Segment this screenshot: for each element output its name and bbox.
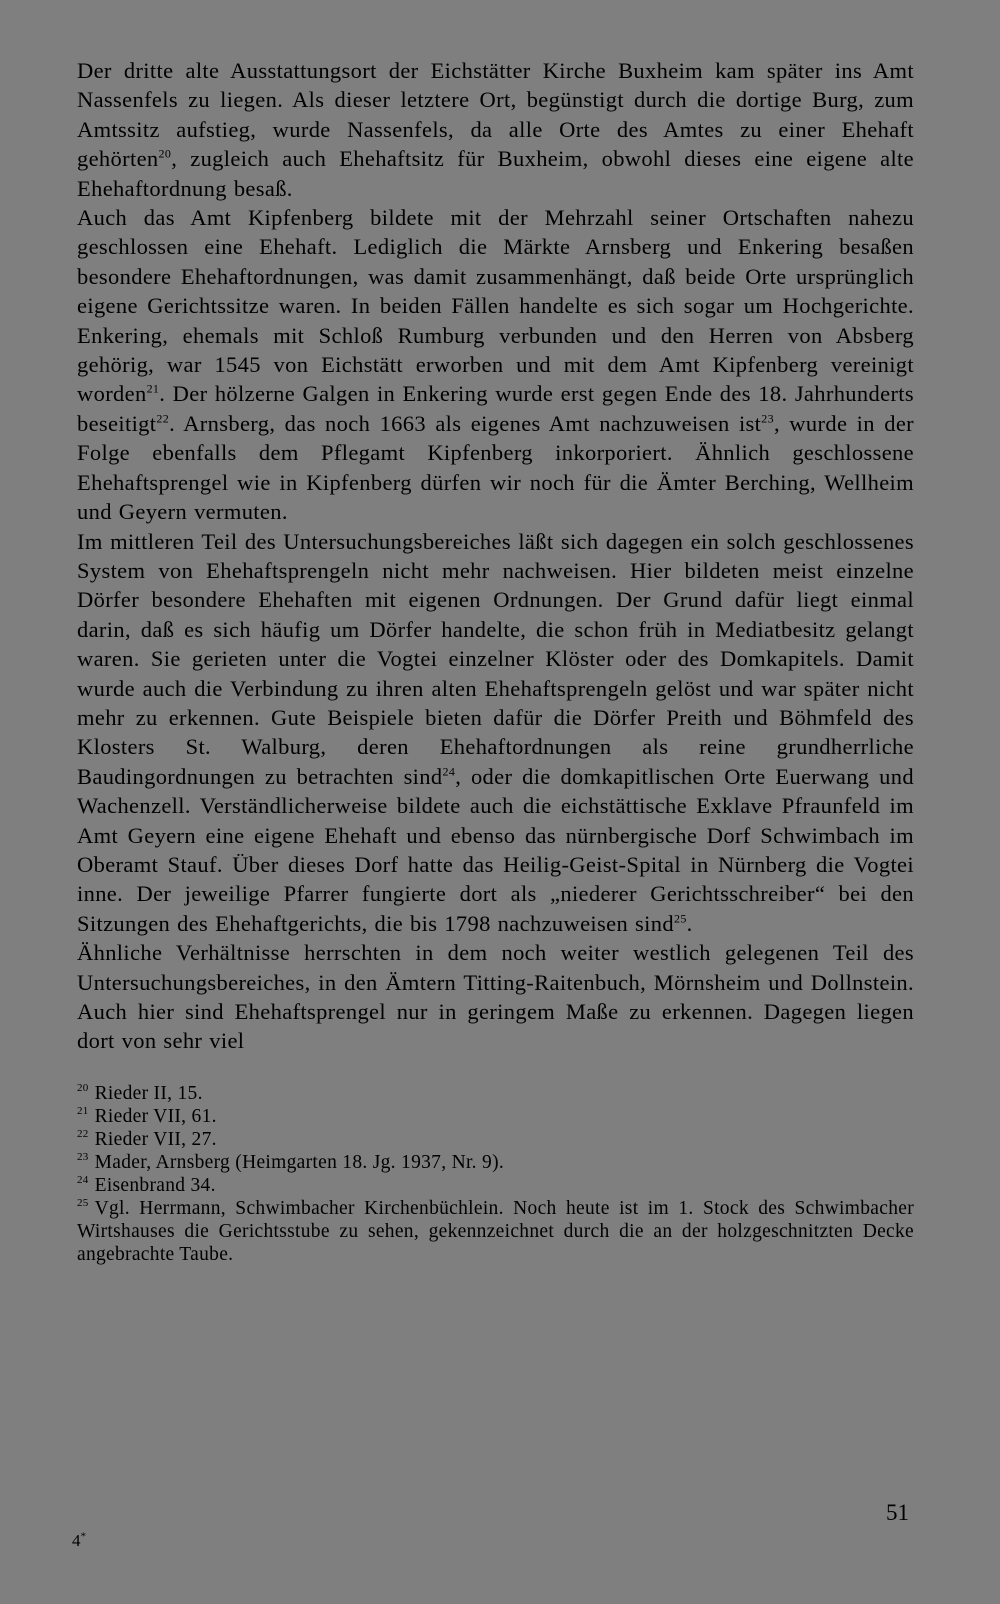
footnote-number: 23	[77, 1151, 89, 1164]
paragraph	[77, 938, 914, 1056]
paragraph-text: , wurde in der Folge ebenfalls dem Pflegamt Kipfenberg inkorporiert. Ähnlich geschlossene Ehehaftsprengel wie in Kipfenberg dürfen wir noch für die Ämter Berching, Wellheim und Geyern vermuten.	[77, 410, 914, 525]
signature-number: 4	[72, 1531, 81, 1550]
paragraph-text: , zugleich auch Ehehaftsitz für Buxheim, obwohl dieses eine eigene alte Ehehaftordnung besaß.	[77, 146, 914, 201]
footnote-reference: 24	[442, 764, 456, 779]
footnote-number: 20	[77, 1082, 89, 1095]
footnote	[77, 1128, 914, 1151]
footnote	[77, 1151, 914, 1174]
page-number: 51	[886, 1500, 909, 1525]
paragraph-text: Im mittleren Teil des Untersuchungsbereiches läßt sich dagegen ein solch geschlossenes System von Ehehaftsprengeln nicht mehr nachweisen. Hier bildeten meist einzelne Dörfer besondere Ehehaften mit eigenen Ordnungen. Der Grund dafür liegt einmal darin, daß es sich häufig um Dörfer handelte, die schon früh in Mediatbesitz gelangt waren. Sie gerieten unter die Vogtei einzelner Klöster oder des Domkapitels. Damit wurde auch die Verbindung zu ihren alten Ehehaftsprengeln gelöst und war später nicht mehr zu erkennen. Gute Beispiele bieten dafür die Dörfer Preith und Böhmfeld des Klosters St. Walburg, deren Ehehaftordnungen als reine grundherrliche Baudingordnungen zu betrachten sind	[77, 528, 914, 789]
footnote-number: 21	[77, 1105, 89, 1118]
footnote-text: Rieder II, 15.	[94, 1082, 203, 1104]
footnote	[77, 1197, 914, 1266]
footnote-reference: 20	[158, 146, 172, 161]
paragraph-text: .	[686, 910, 693, 936]
footnote-text: Rieder VII, 27.	[94, 1128, 217, 1150]
paragraph-text: . Arnsberg, das noch 1663 als eigenes Amt nachzuweisen ist	[169, 410, 762, 436]
footnote-number: 25	[77, 1197, 89, 1210]
signature-star: *	[80, 1530, 86, 1543]
footnote	[77, 1105, 914, 1128]
footnote-reference: 21	[146, 381, 160, 396]
footnote	[77, 1082, 914, 1105]
footnote-reference: 25	[673, 911, 687, 926]
paragraph	[77, 56, 914, 203]
footnote-number: 22	[77, 1128, 89, 1141]
body-text	[77, 56, 914, 1056]
paragraph-text: Der dritte alte Ausstattungsort der Eichstätter Kirche Buxheim kam später ins Amt Nassenfels zu liegen. Als dieser letztere Ort, begünstigt durch die dortige Burg, zum Amtssitz aufstieg, wurde Nassenfels, da alle Orte des Amtes zu einer Ehehaft gehörten	[77, 58, 914, 172]
document-page	[77, 56, 914, 1266]
paragraph	[77, 203, 914, 526]
paragraph-text: Auch das Amt Kipfenberg bildete mit der Mehrzahl seiner Ortschaften nahezu geschlossen eine Ehehaft. Lediglich die Märkte Arnsberg und Enkering besaßen besondere Ehehaftordnungen, was damit zusammenhängt, daß beide Orte ursprünglich eigene Gerichtssitze waren. In beiden Fällen handelte es sich sogar um Hochgerichte. Enkering, ehemals mit Schloß Rumburg verbunden und den Herren von Absberg gehörig, war 1545 von Eichstätt erworben und mit dem Amt Kipfenberg vereinigt worden	[77, 205, 914, 407]
footnote-number: 24	[77, 1174, 89, 1187]
footnote-reference: 22	[156, 411, 170, 426]
signature-mark	[72, 1531, 86, 1551]
paragraph	[77, 527, 914, 939]
paragraph-text: , oder die domkapitlischen Orte Euerwang und Wachenzell. Verständlicherweise bildete auch die eichstättische Exklave Pfraunfeld im Amt Geyern eine eigene Ehehaft und ebenso das nürnbergische Dorf Schwimbach im Oberamt Stauf. Über dieses Dorf hatte das Heilig-Geist-Spital in Nürnberg die Vogtei inne. Der jeweilige Pfarrer fungierte dort als „niederer Gerichtsschreiber“ bei den Sitzungen des Ehehaftgerichts, die bis 1798 nachzuweisen sind	[77, 763, 914, 936]
footnote-text: Mader, Arnsberg (Heimgarten 18. Jg. 1937, Nr. 9).	[94, 1151, 505, 1173]
footnote-text: Vgl. Herrmann, Schwimbacher Kirchenbüchlein. Noch heute ist im 1. Stock des Schwimbacher Wirtshauses die Gerichtsstube zu sehen, gekennzeichnet durch die an der holzgeschnitzten Decke angebrachte Taube.	[77, 1197, 914, 1265]
footnote	[77, 1174, 914, 1197]
footnotes	[77, 1082, 914, 1266]
footnote-text: Rieder VII, 61.	[94, 1105, 217, 1127]
paragraph-text: Ähnliche Verhältnisse herrschten in dem noch weiter westlich gelegenen Teil des Untersuchungsbereiches, in den Ämtern Titting-Raitenbuch, Mörnsheim und Dollnstein. Auch hier sind Ehehaftsprengel nur in geringem Maße zu erkennen. Dagegen liegen dort von sehr viel	[77, 940, 914, 1054]
paragraph-text: . Der hölzerne Galgen in Enkering wurde erst gegen Ende des 18. Jahrhunderts beseitigt	[77, 381, 914, 436]
footnote-reference: 23	[761, 411, 774, 426]
footnote-text: Eisenbrand 34.	[94, 1174, 216, 1196]
